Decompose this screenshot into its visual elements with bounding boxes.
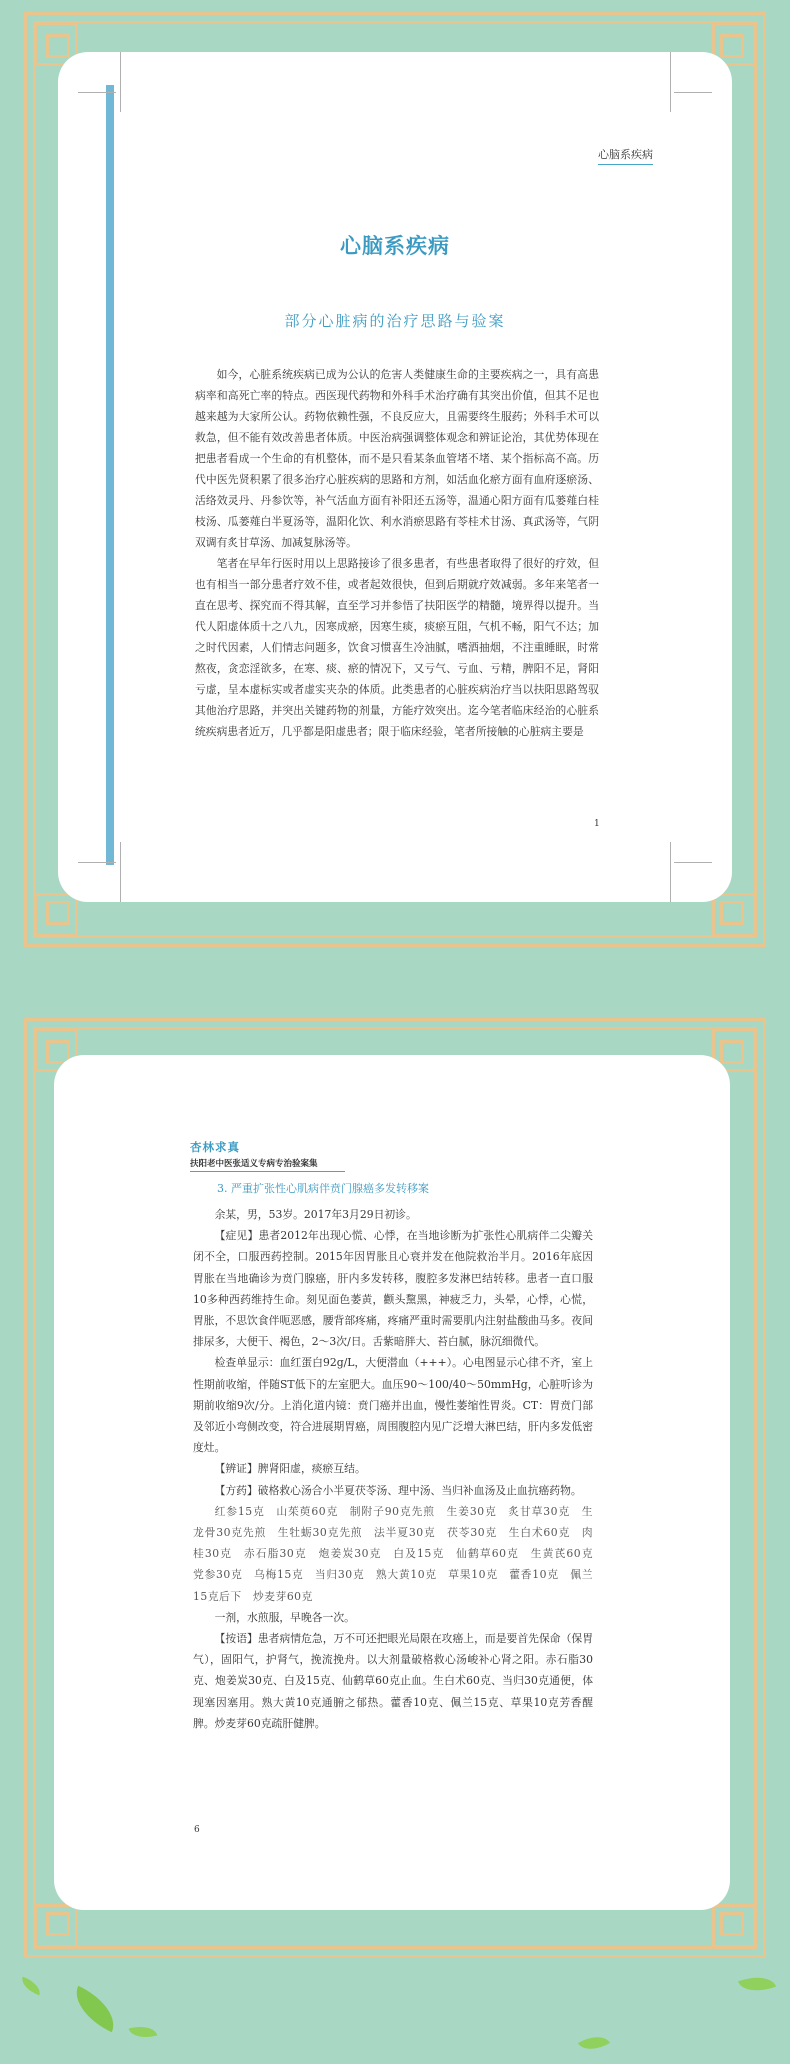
leaf-decoration (19, 1977, 44, 1996)
paragraph: 【辨证】脾肾阳虚，痰瘀互结。 (214, 1462, 366, 1476)
herb-list: 红参15克 山茱萸60克 制附子90克先煎 生姜30克 炙甘草30克 生龙骨30克先煎 生牡蛎30克先煎 法半夏30克 茯苓30克 生白术60克 肉桂30克 赤石脂30克 炮姜炭30克 白及15克 仙鹤草60克 生黄芪60克 党参30克 乌梅15克 当归30克 熟大黄10克 草果10克 藿香10克 佩兰15克后下 炒麦芽60克 (193, 1504, 605, 1603)
paragraph: 【方药】破格救心汤合小半夏茯苓汤、理中汤、当归补血汤及止血抗癌药物。 (214, 1483, 582, 1497)
trim-mark (674, 92, 712, 93)
trim-mark (78, 92, 116, 93)
leaf-decoration (66, 1986, 123, 2033)
leaf-decoration (578, 2029, 610, 2057)
trim-mark (674, 862, 712, 863)
trim-mark (670, 842, 671, 902)
paragraph: 【按语】患者病情危急，万不可还把眼光局限在攻癌上，而是要首先保命（保胃气），固阳气，护肾气，挽流挽舟。以大剂量破格救心汤峻补心肾之阳。赤石脂30克、炮姜炭30克、白及15克、仙鹤草60克止血。生白术60克、当归30克通便，体现塞因塞用。熟大黄10克通腑之郁热。藿香10克、佩兰15克、草果10克芳香醒脾。炒麦芽60克疏肝健脾。 (193, 1632, 593, 1730)
paragraph: 【症见】患者2012年出现心慌、心悸，在当地诊断为扩张性心肌病伴二尖瓣关闭不全，口服西药控制。2015年因胃胀且心衰并发在他院救治半月。2016年底因胃胀在当地确诊为贲门腺癌，肝内多发转移，腹腔多发淋巴结转移。患者一直口服10多种西药维持生命。刻见面色萎黄，颧头黧黑，神疲乏力，头晕，心悸，心慌，胃胀，不思饮食伴呃恶感，腰背部疼痛，疼痛严重时需要肌内注射盐酸曲马多。夜间排尿多，大便干、褐色，2～3次/日。舌紫暗胖大、苔白腻，脉沉细微代。 (193, 1229, 593, 1349)
trim-mark (120, 842, 121, 902)
trim-mark (120, 52, 121, 112)
book-title: 杏林求真 (190, 1140, 240, 1154)
trim-mark (670, 52, 671, 112)
paragraph: 笔者在早年行医时用以上思路接诊了很多患者，有些患者取得了很好的疗效，但也有相当一部分患者疗效不佳，或者起效很快，但到后期就疗效减弱。多年来笔者一直在思考、探究而不得其解，直至学习并参悟了扶阳医学的精髓，境界得以提升。当代人阳虚体质十之八九，因寒成瘀，因寒生痰，痰瘀互阻，气机不畅，阳气不达；加之时代因素，人们情志问题多，饮食习惯喜生冷油腻，嗜酒抽烟，不注重睡眠，时常熬夜，贪恋淫欲多，在寒、痰、瘀的情况下，又亏气、亏血、亏精，脾阳不足，肾阳亏虚，呈本虚标实或者虚实夹杂的体质。此类患者的心脏疾病治疗当以扶阳思路驾驭其他治疗思路，并突出关键药物的剂量，方能疗效突出。迄今笔者临床经治的心脏系统疾病患者近万，几乎都是阳虚患者；限于临床经验，笔者所接触的心脏病主要是 (195, 557, 599, 738)
page-number: 1 (594, 819, 600, 829)
body-text (195, 364, 599, 742)
page-spine-bar (106, 85, 114, 865)
page-number: 6 (194, 1825, 200, 1835)
leaf-decoration (129, 2022, 158, 2042)
case-title: 3. 严重扩张性心肌病伴贲门腺癌多发转移案 (217, 1182, 429, 1195)
paragraph: 如今，心脏系统疾病已成为公认的危害人类健康生命的主要疾病之一，具有高患病率和高死亡率的特点。西医现代药物和外科手术治疗确有其突出价值，但其不足也越来越为大家所公认。药物依赖性强，不良反应大，且需要终生服药；外科手术可以救急，但不能有效改善患者体质。中医治病强调整体观念和辨证论治，其优势体现在把患者看成一个生命的有机整体，而不是只看某条血管堵不堵、某个指标高不高。历代中医先贤积累了很多治疗心脏疾病的思路和方剂，如活血化瘀方面有血府逐瘀汤、活络效灵丹、丹参饮等，补气活血方面有补阳还五汤等，温通心阳方面有瓜蒌薤白桂枝汤、瓜蒌薤白半夏汤等，温阳化饮、利水消瘀思路有苓桂术甘汤、真武汤等，气阴双调有炙甘草汤、加减复脉汤等。 (195, 368, 599, 549)
trim-mark (78, 862, 116, 863)
chapter-title: 心脑系疾病 (340, 233, 450, 258)
leaf-decoration (738, 1970, 776, 1999)
body-text (193, 1204, 605, 1734)
paragraph: 检查单显示：血红蛋白92g/L，大便潜血（+++）。心电图显示心律不齐，室上性期前收缩，伴随ST低下的左室肥大。血压90～100/40～50mmHg，心脏听诊为期前收缩9次/分。上消化道内镜：贲门癌并出血，慢性萎缩性胃炎。CT：胃贲门部及邻近小弯侧改变，符合进展期胃癌，周围腹腔内见广泛增大淋巴结，肝内多发低密度灶。 (193, 1356, 593, 1455)
section-title: 部分心脏病的治疗思路与验案 (284, 312, 506, 330)
paragraph: 余某，男，53岁。2017年3月29日初诊。 (214, 1208, 417, 1221)
book-page-1 (58, 52, 732, 902)
running-head: 心脑系疾病 (598, 146, 653, 165)
book-page-2 (54, 1055, 730, 1910)
book-subtitle: 扶阳老中医张适义专病专治验案集 (190, 1157, 345, 1172)
paragraph: 一剂，水煎服，早晚各一次。 (214, 1610, 355, 1624)
